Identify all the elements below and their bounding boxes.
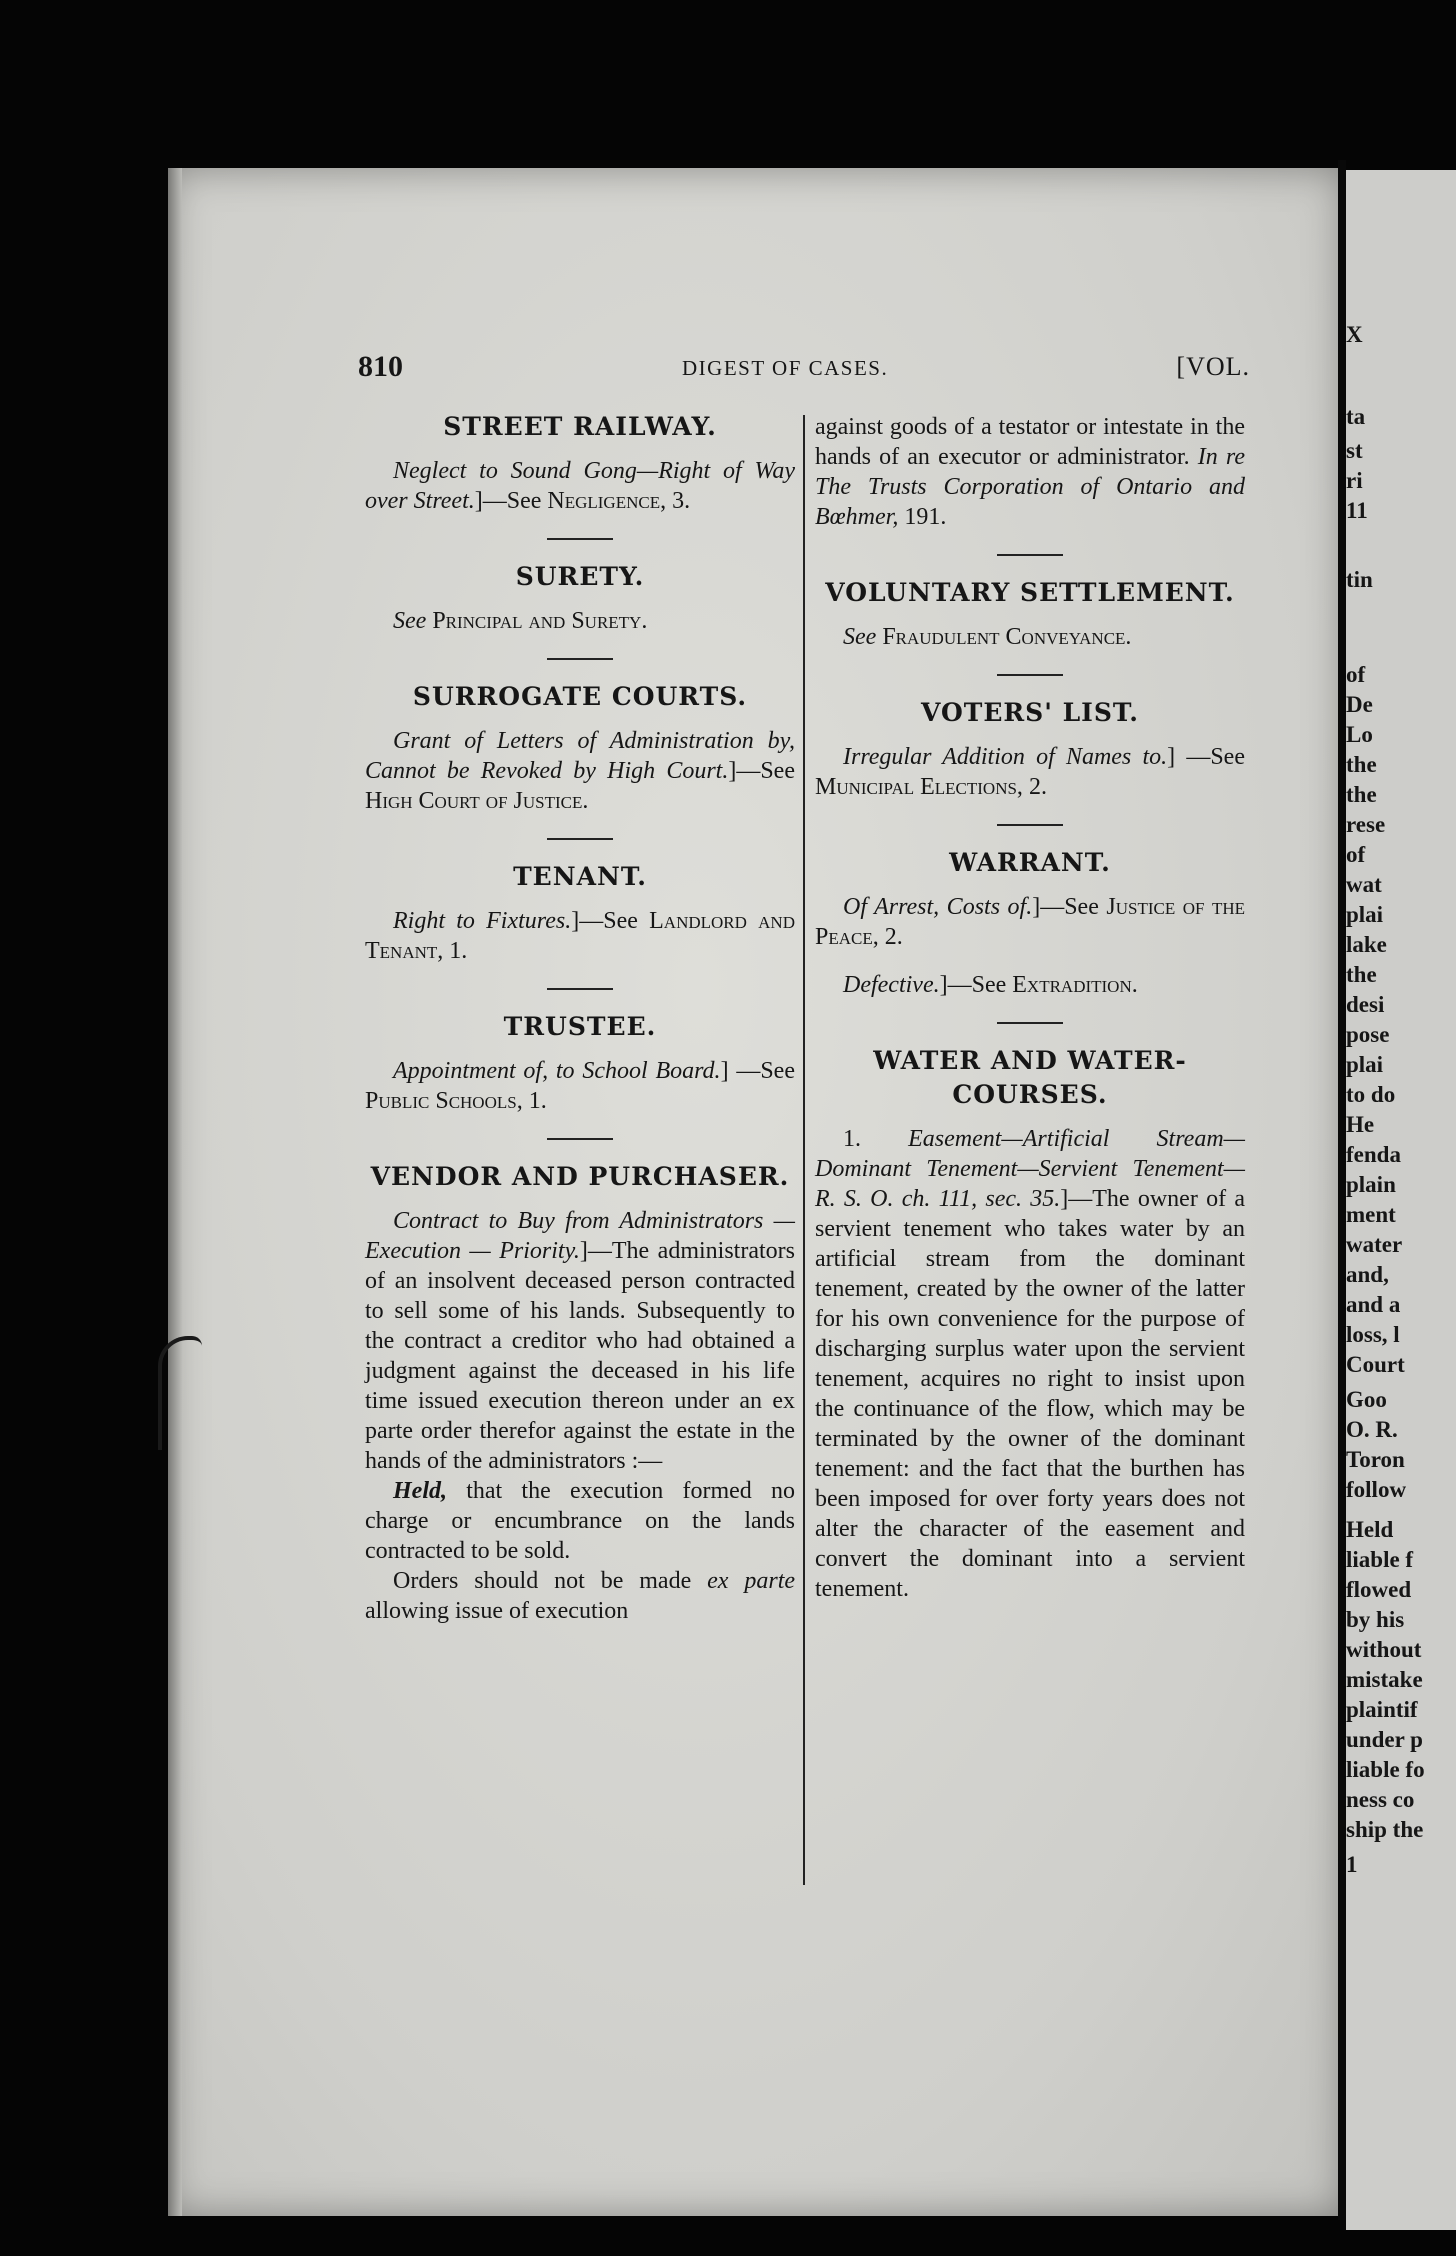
- section-surety: [365, 562, 795, 636]
- section-rule: [547, 538, 613, 540]
- section-street-railway: [365, 412, 795, 516]
- section-voluntary-settlement: [815, 578, 1245, 652]
- section-rule: [547, 988, 613, 990]
- entry-warrant-defective: Defective.]—See Extradition.: [843, 972, 1138, 998]
- column-divider: [803, 415, 805, 1885]
- adjacent-page-fragment: to do: [1346, 1082, 1396, 1107]
- adjacent-page-fragment: pose: [1346, 1022, 1390, 1047]
- adjacent-page-fragment: of: [1346, 662, 1366, 687]
- adjacent-page-fragment: Lo: [1346, 722, 1373, 747]
- adjacent-page-fragment: rese: [1346, 812, 1386, 837]
- entry-surety: See Principal and Surety.: [393, 608, 648, 634]
- heading-water-line1: WATER AND WATER-: [873, 1046, 1187, 1075]
- adjacent-page-fragment: ness co: [1346, 1787, 1415, 1812]
- adjacent-page-fragment: and a: [1346, 1292, 1401, 1317]
- adjacent-page-fragment: fenda: [1346, 1142, 1401, 1167]
- left-column: [365, 412, 795, 1626]
- entry-surrogate-courts: Grant of Letters of Administration by, Cannot be Revoked by High Court.]—See High Court of Justice.: [365, 728, 795, 814]
- heading-surety: SURETY.: [515, 562, 645, 591]
- section-rule: [547, 1138, 613, 1140]
- adjacent-page-fragment: ri: [1346, 468, 1363, 493]
- adjacent-page-fragment: lake: [1346, 932, 1387, 957]
- adjacent-page-fragment: under p: [1346, 1727, 1423, 1752]
- adjacent-page-fragment: plain: [1346, 1172, 1396, 1197]
- adjacent-page-fragment: De: [1346, 692, 1373, 717]
- running-title: DIGEST OF CASES.: [682, 356, 889, 380]
- adjacent-page-fragment: the: [1346, 782, 1377, 807]
- section-vendor-purchaser: [365, 1162, 795, 1626]
- adjacent-page-fragment: liable f: [1346, 1547, 1414, 1572]
- adjacent-page-fragment: Toron: [1346, 1447, 1405, 1472]
- heading-street-railway: STREET RAILWAY.: [443, 412, 717, 441]
- adjacent-page-fragment: loss, l: [1346, 1322, 1400, 1347]
- heading-vendor-purchaser: VENDOR AND PURCHASER.: [370, 1162, 790, 1191]
- adjacent-page-fragment: flowed: [1346, 1577, 1412, 1602]
- heading-water-line2: COURSES.: [952, 1080, 1108, 1109]
- section-rule: [997, 824, 1063, 826]
- page-number: 810: [358, 350, 403, 383]
- vendor-body: [365, 1206, 795, 1626]
- section-surrogate-courts: [365, 682, 795, 816]
- adjacent-page-fragment: without: [1346, 1637, 1422, 1662]
- volume-label: [VOL.: [1176, 352, 1250, 381]
- adjacent-page-fragment: tin: [1346, 567, 1373, 592]
- adjacent-page-fragment: ta: [1346, 404, 1366, 429]
- adjacent-page-fragment: X: [1346, 322, 1363, 347]
- adjacent-page-fragment: of: [1346, 842, 1366, 867]
- page-header: [358, 350, 1250, 390]
- adjacent-page-fragment: He: [1346, 1112, 1375, 1137]
- adjacent-page-fragment: Held: [1346, 1517, 1394, 1542]
- section-trustee: [365, 1012, 795, 1116]
- entry-water-1: 1. Easement—Artificial Stream—Dominant Tenement—Servient Tenement—R. S. O. ch. 111, sec. 35.]—The owner of a servient tenement who takes water by an artificial stream from the dominant tenement, created by the owner of the latter for his own convenience for the purpose of discharging surplus water upon the servient tenement, acquires no right to insist upon the continuance of the flow, which may be terminated by the owner of the dominant tenement: and the fact that the burthen has been imposed for over forty years does not alter the character of the easement and convert the dominant into a servient tenement.: [815, 1126, 1245, 1602]
- entry-warrant-arrest: Of Arrest, Costs of.]—See Justice of the Peace, 2.: [815, 894, 1245, 950]
- adjacent-page-fragment: and,: [1346, 1262, 1389, 1287]
- adjacent-page-fragment: 11: [1346, 498, 1368, 523]
- adjacent-page-fragment: ment: [1346, 1202, 1396, 1227]
- heading-surrogate-courts: SURROGATE COURTS.: [412, 682, 748, 711]
- entry-street-railway: Neglect to Sound Gong—Right of Way over Street.]—See Negligence, 3.: [365, 458, 795, 514]
- margin-pencil-mark: [158, 1336, 202, 1450]
- adjacent-page-fragment: st: [1346, 438, 1363, 463]
- adjacent-page-fragment: 1: [1346, 1852, 1358, 1877]
- adjacent-page-fragment: liable fo: [1346, 1757, 1425, 1782]
- entry-trustee: Appointment of, to School Board.] —See Public Schools, 1.: [365, 1058, 795, 1114]
- adjacent-page-fragment: plaintif: [1346, 1697, 1418, 1722]
- adjacent-page-fragment: O. R.: [1346, 1417, 1398, 1442]
- heading-warrant: WARRANT.: [949, 848, 1111, 877]
- adjacent-page-fragment: ship the: [1346, 1817, 1424, 1842]
- heading-voters-list: VOTERS' LIST.: [921, 698, 1139, 727]
- section-warrant: [815, 848, 1245, 1000]
- section-voters-list: [815, 698, 1245, 802]
- section-rule: [997, 554, 1063, 556]
- section-water-courses: [815, 1046, 1245, 1604]
- vendor-entry: Contract to Buy from Administrators — Execution — Priority.]—The administrators of an insolvent deceased person contracted to sell some of his lands. Subsequently to the contract a creditor who had obtained a judgment against the deceased in his life time issued execution thereon under an ex parte order therefor against the estate in the hands of the administrators :—: [365, 1208, 795, 1474]
- heading-tenant: TENANT.: [513, 862, 647, 891]
- adjacent-page-fragment: the: [1346, 752, 1377, 777]
- adjacent-page-edge: [1346, 170, 1456, 2230]
- section-rule: [997, 1022, 1063, 1024]
- entry-voters-list: Irregular Addition of Names to.] —See Municipal Elections, 2.: [815, 744, 1245, 800]
- adjacent-page-fragment: plai: [1346, 1052, 1384, 1077]
- continuation-text: against goods of a testator or intestate in the hands of an executor or administrator. In re The Trusts Corporation of Ontario and Bœhmer, 191.: [815, 414, 1246, 530]
- page-gutter: [1338, 160, 1346, 2220]
- section-rule: [997, 674, 1063, 676]
- right-column: [815, 412, 1245, 1604]
- section-rule: [547, 658, 613, 660]
- adjacent-page-fragment: wat: [1346, 872, 1382, 897]
- entry-tenant: Right to Fixtures.]—See Landlord and Tenant, 1.: [365, 908, 795, 964]
- heading-trustee: TRUSTEE.: [503, 1012, 657, 1041]
- adjacent-page-fragment: by his: [1346, 1607, 1405, 1632]
- adjacent-page-fragment: Goo: [1346, 1387, 1387, 1412]
- heading-voluntary-settlement: VOLUNTARY SETTLEMENT.: [825, 578, 1235, 607]
- adjacent-page-fragment: mistake: [1346, 1667, 1423, 1692]
- adjacent-page-fragment: water: [1346, 1232, 1403, 1257]
- vendor-orders: Orders should not be made ex parte allowing issue of execution: [365, 1568, 796, 1624]
- adjacent-page-fragment: plai: [1346, 902, 1384, 927]
- vendor-held: Held, that the execution formed no charge or encumbrance on the lands contracted to be sold.: [365, 1478, 795, 1564]
- adjacent-page-fragment: Court: [1346, 1352, 1405, 1377]
- section-rule: [547, 838, 613, 840]
- entry-voluntary-settlement: See Fraudulent Conveyance.: [843, 624, 1132, 650]
- adjacent-page-fragment: follow: [1346, 1477, 1407, 1502]
- adjacent-page-fragment: desi: [1346, 992, 1385, 1017]
- section-tenant: [365, 862, 795, 966]
- adjacent-page-fragment: the: [1346, 962, 1377, 987]
